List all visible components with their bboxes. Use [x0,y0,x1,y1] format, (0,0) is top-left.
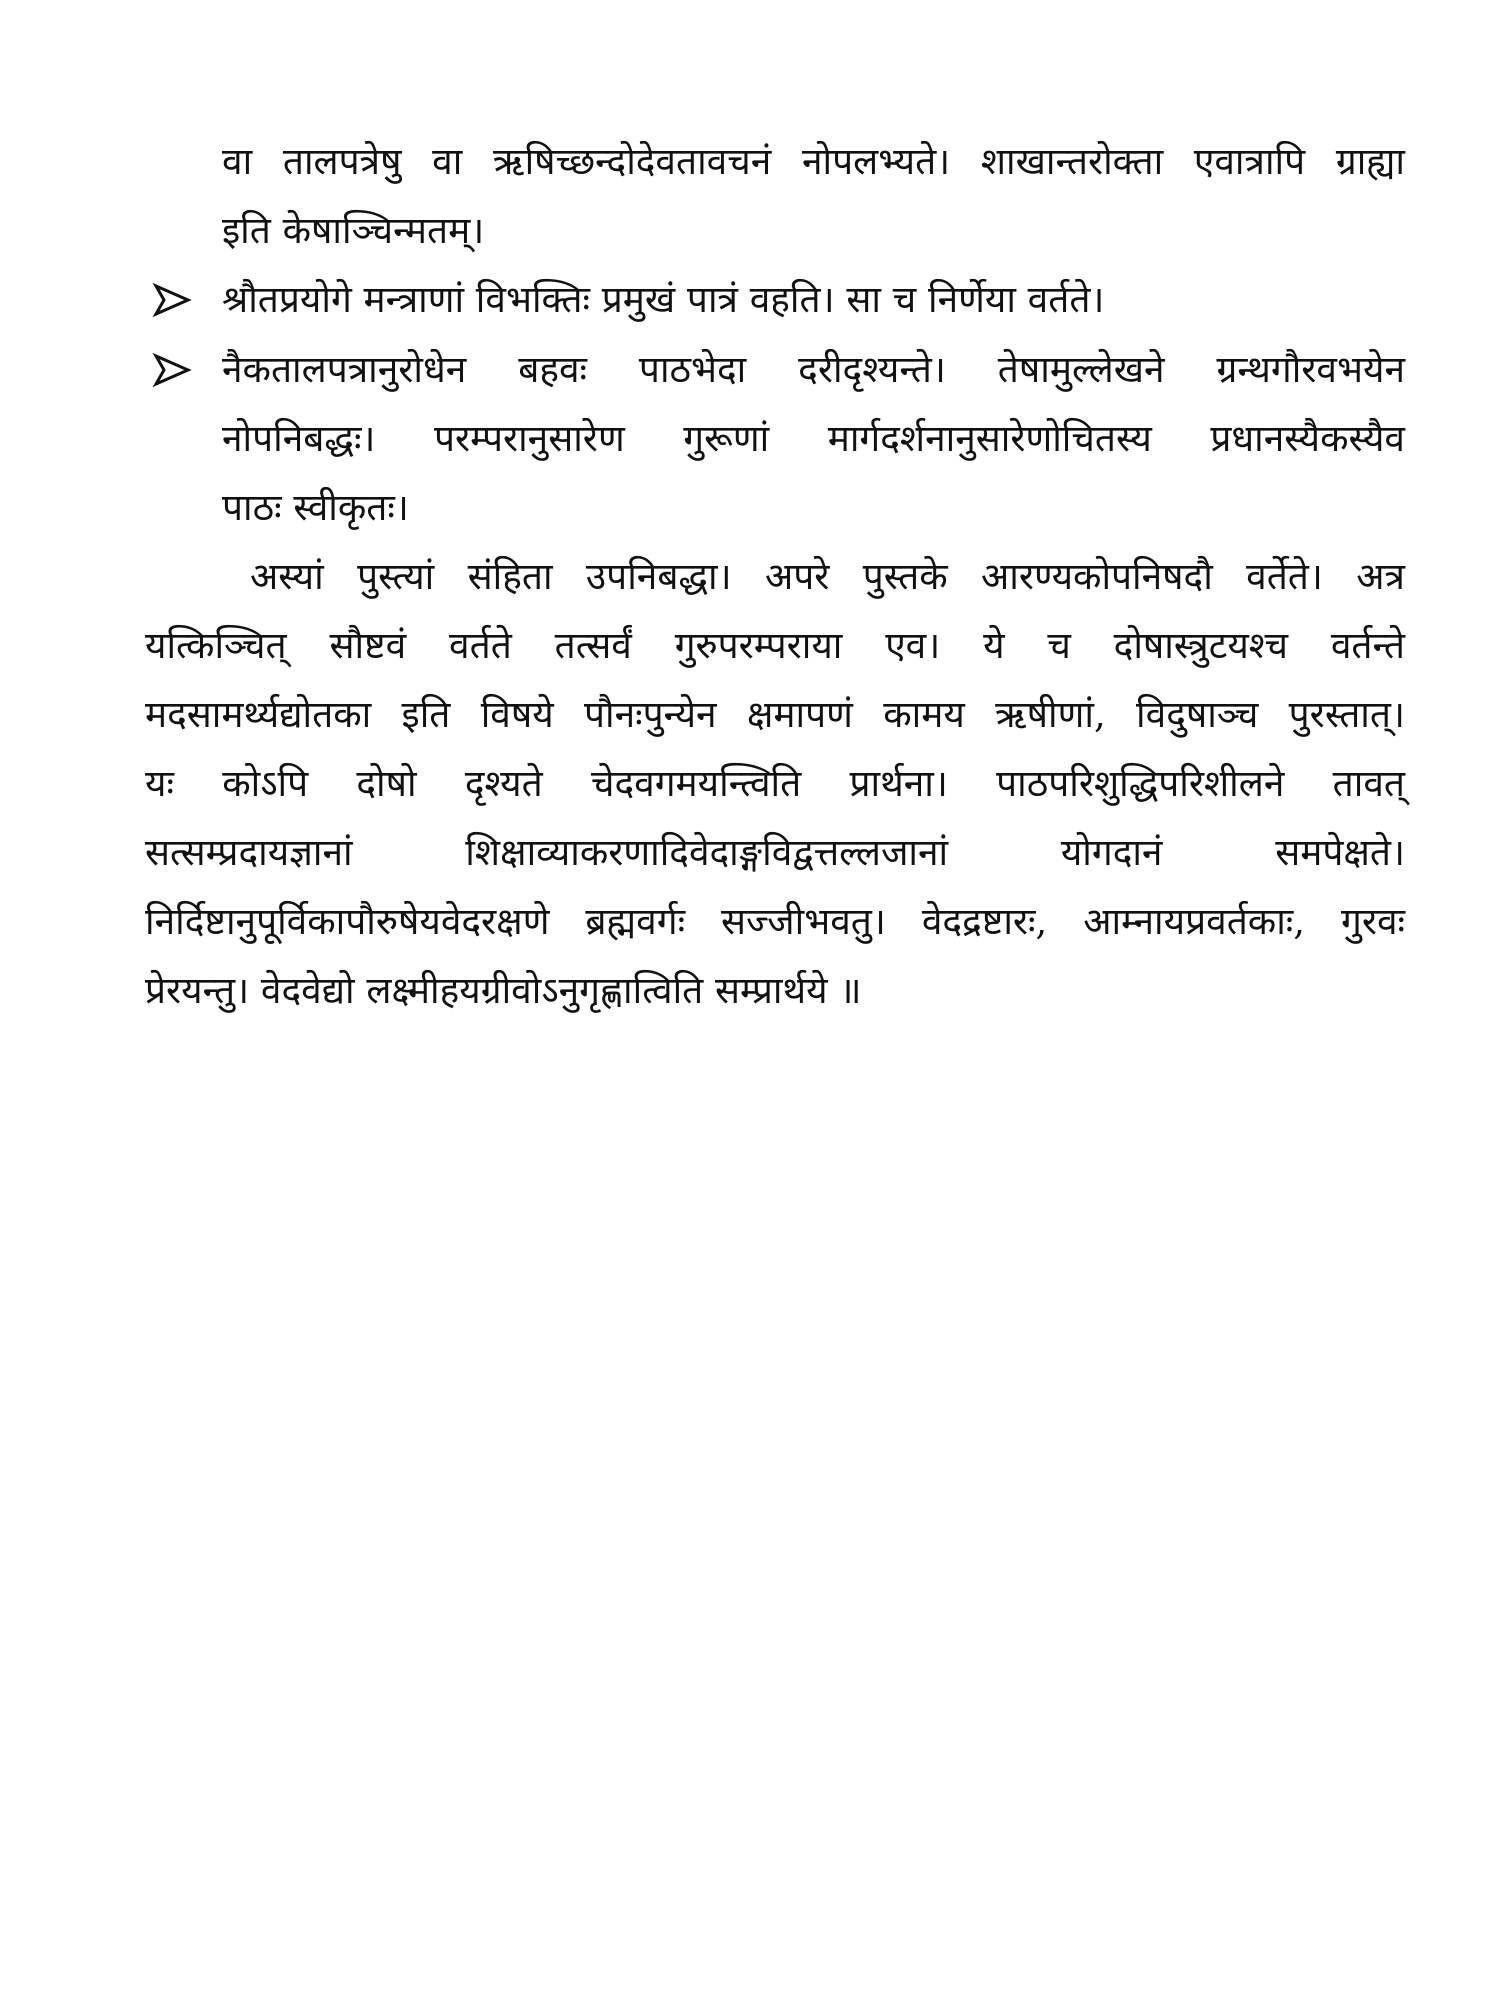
paragraph-line-7: प्रेरयन्तु। वेदवेद्यो लक्ष्मीहयग्रीवोऽनुगृह्णात्विति सम्प्रार्थये ॥ [145,969,862,1012]
arrowhead-bullet-icon [152,280,192,320]
bullet-2-line-2: नोपनिबद्धः। परम्परानुसारेण गुरूणां मार्गदर्शनानुसारेणोचितस्य प्रधानस्यैकस्यैव [222,417,1405,460]
bullet-2-line-3: पाठः स्वीकृतः। [222,486,409,529]
paragraph-line-2: यत्किञ्चित् सौष्टवं वर्तते तत्सर्वं गुरुपरम्पराया एव। ये च दोषास्त्रुटयश्च वर्तन्ते [145,624,1405,667]
bullet-1-line-1: श्रौतप्रयोगे मन्त्राणां विभक्तिः प्रमुखं पात्रं वहति। सा च निर्णेया वर्तते। [222,278,1105,321]
paragraph-line-1: अस्यां पुस्त्यां संहिता उपनिबद्धा। अपरे पुस्तके आरण्यकोपनिषदौ वर्तेते। अत्र [250,555,1405,598]
intro-line-1: वा तालपत्रेषु वा ऋषिच्छन्दोदेवतावचनं नोपलभ्यते। शाखान्तरोक्ता एवात्रापि ग्राह्या [222,140,1405,183]
intro-line-2: इति केषाञ्चिन्मतम्। [222,209,485,252]
arrowhead-bullet-icon [152,350,192,390]
paragraph-line-5: सत्सम्प्रदायज्ञानां शिक्षाव्याकरणादिवेदाङ्गविद्वत्तल्लजानां योगदानं समपेक्षते। [145,831,1405,874]
paragraph-line-3: मदसामर्थ्यद्योतका इति विषये पौनःपुन्येन क्षमापणं कामय ऋषीणां, विदुषाञ्च पुरस्तात्। [145,693,1405,736]
paragraph-line-4: यः कोऽपि दोषो दृश्यते चेदवगमयन्त्विति प्रार्थना। पाठपरिशुद्धिपरिशीलने तावत् [145,762,1405,805]
bullet-2-line-1: नैकतालपत्रानुरोधेन बहवः पाठभेदा दरीदृश्यन्ते। तेषामुल्लेखने ग्रन्थगौरवभयेन [222,348,1405,391]
paragraph-line-6: निर्दिष्टानुपूर्विकापौरुषेयवेदरक्षणे ब्रह्मवर्गः सज्जीभवतु। वेदद्रष्टारः, आम्नायप्रवर्तकाः, गुरवः [145,900,1405,943]
